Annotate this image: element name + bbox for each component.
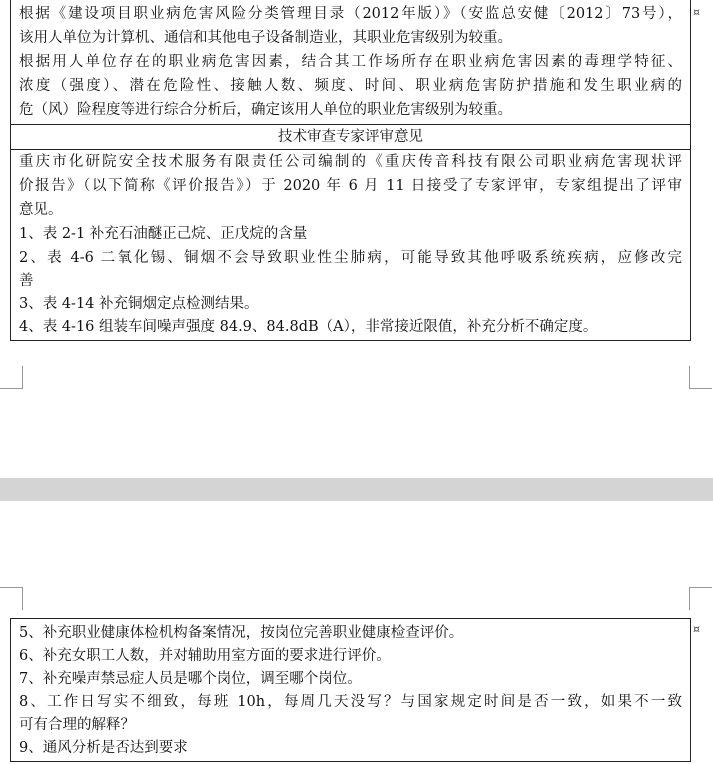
- table-row-divider: [11, 149, 690, 150]
- opinion-item-3: 3、表 4-14 补充铜烟定点检测结果。: [19, 296, 259, 312]
- opinion-item-8-cont: 可有合理的解释？: [19, 717, 135, 733]
- opinion-item-6: 6、补充女职工人数，并对辅助用室方面的要求进行评价。: [19, 648, 391, 664]
- conclusion-line-3: 根据用人单位存在的职业病危害因素，结合其工作场所存在职业病危害因素的毒理学特征、: [19, 54, 682, 70]
- margin-corner-mark: [0, 587, 23, 610]
- opinion-item-8: 8、工作日写实不细致，每班 10h，每周几天没写？与国家规定时间是否一致，如果不一致: [19, 694, 682, 710]
- cell-end-mark: ¤: [693, 623, 700, 636]
- conclusion-line-5: 危（风）险程度等进行综合分析后，确定该用人单位的职业危害级别为较重。: [19, 102, 512, 118]
- section-heading-expert-review: 技术审查专家评审意见: [278, 129, 423, 145]
- document-page-bottom: [0, 501, 713, 764]
- margin-corner-mark: [689, 366, 712, 389]
- opinion-item-4: 4、表 4-16 组装车间噪声强度 84.9、84.8dB（A），非常接近限值，补充分析不确定度。: [19, 319, 598, 335]
- conclusion-line-2: 该用人单位为计算机、通信和其他电子设备制造业，其职业危害级别为较重。: [19, 30, 512, 46]
- opinion-item-1: 1、表 2-1 补充石油醚正己烷、正戊烷的含量: [19, 226, 308, 242]
- conclusion-line-1: 根据《建设项目职业病危害风险分类管理目录（2012年版）》（安监总安健〔2012〕73号），: [19, 6, 682, 22]
- page-gap: [0, 478, 713, 501]
- opinion-line-3: 意见。: [19, 202, 63, 218]
- opinion-line-1: 重庆市化研院安全技术服务有限责任公司编制的《重庆传音科技有限公司职业病危害现状评: [19, 154, 682, 170]
- assessment-table-bottom: [10, 618, 691, 762]
- opinion-item-7: 7、补充噪声禁忌症人员是哪个岗位，调至哪个岗位。: [19, 671, 362, 687]
- margin-corner-mark: [0, 366, 23, 389]
- opinion-item-2: 2、表 4-6 二氧化锡、铜烟不会导致职业性尘肺病，可能导致其他呼吸系统疾病，应修改完: [19, 250, 682, 266]
- opinion-item-2-cont: 善: [19, 273, 34, 289]
- conclusion-line-4: 浓度（强度）、潜在危险性、接触人数、频度、时间、职业病危害防护措施和发生职业病的: [19, 78, 682, 94]
- cell-end-mark: ¤: [693, 6, 700, 19]
- margin-corner-mark: [689, 587, 712, 610]
- table-row-divider: [11, 124, 690, 125]
- opinion-line-2: 价报告》（以下简称《评价报告》）于 2020 年 6 月 11 日接受了专家评审，专家组提出了评审: [19, 178, 682, 194]
- assessment-table-top: [10, 0, 691, 341]
- opinion-item-9: 9、通风分析是否达到要求: [19, 740, 188, 756]
- opinion-item-5: 5、补充职业健康体检机构备案情况，按岗位完善职业健康检查评价。: [19, 625, 464, 641]
